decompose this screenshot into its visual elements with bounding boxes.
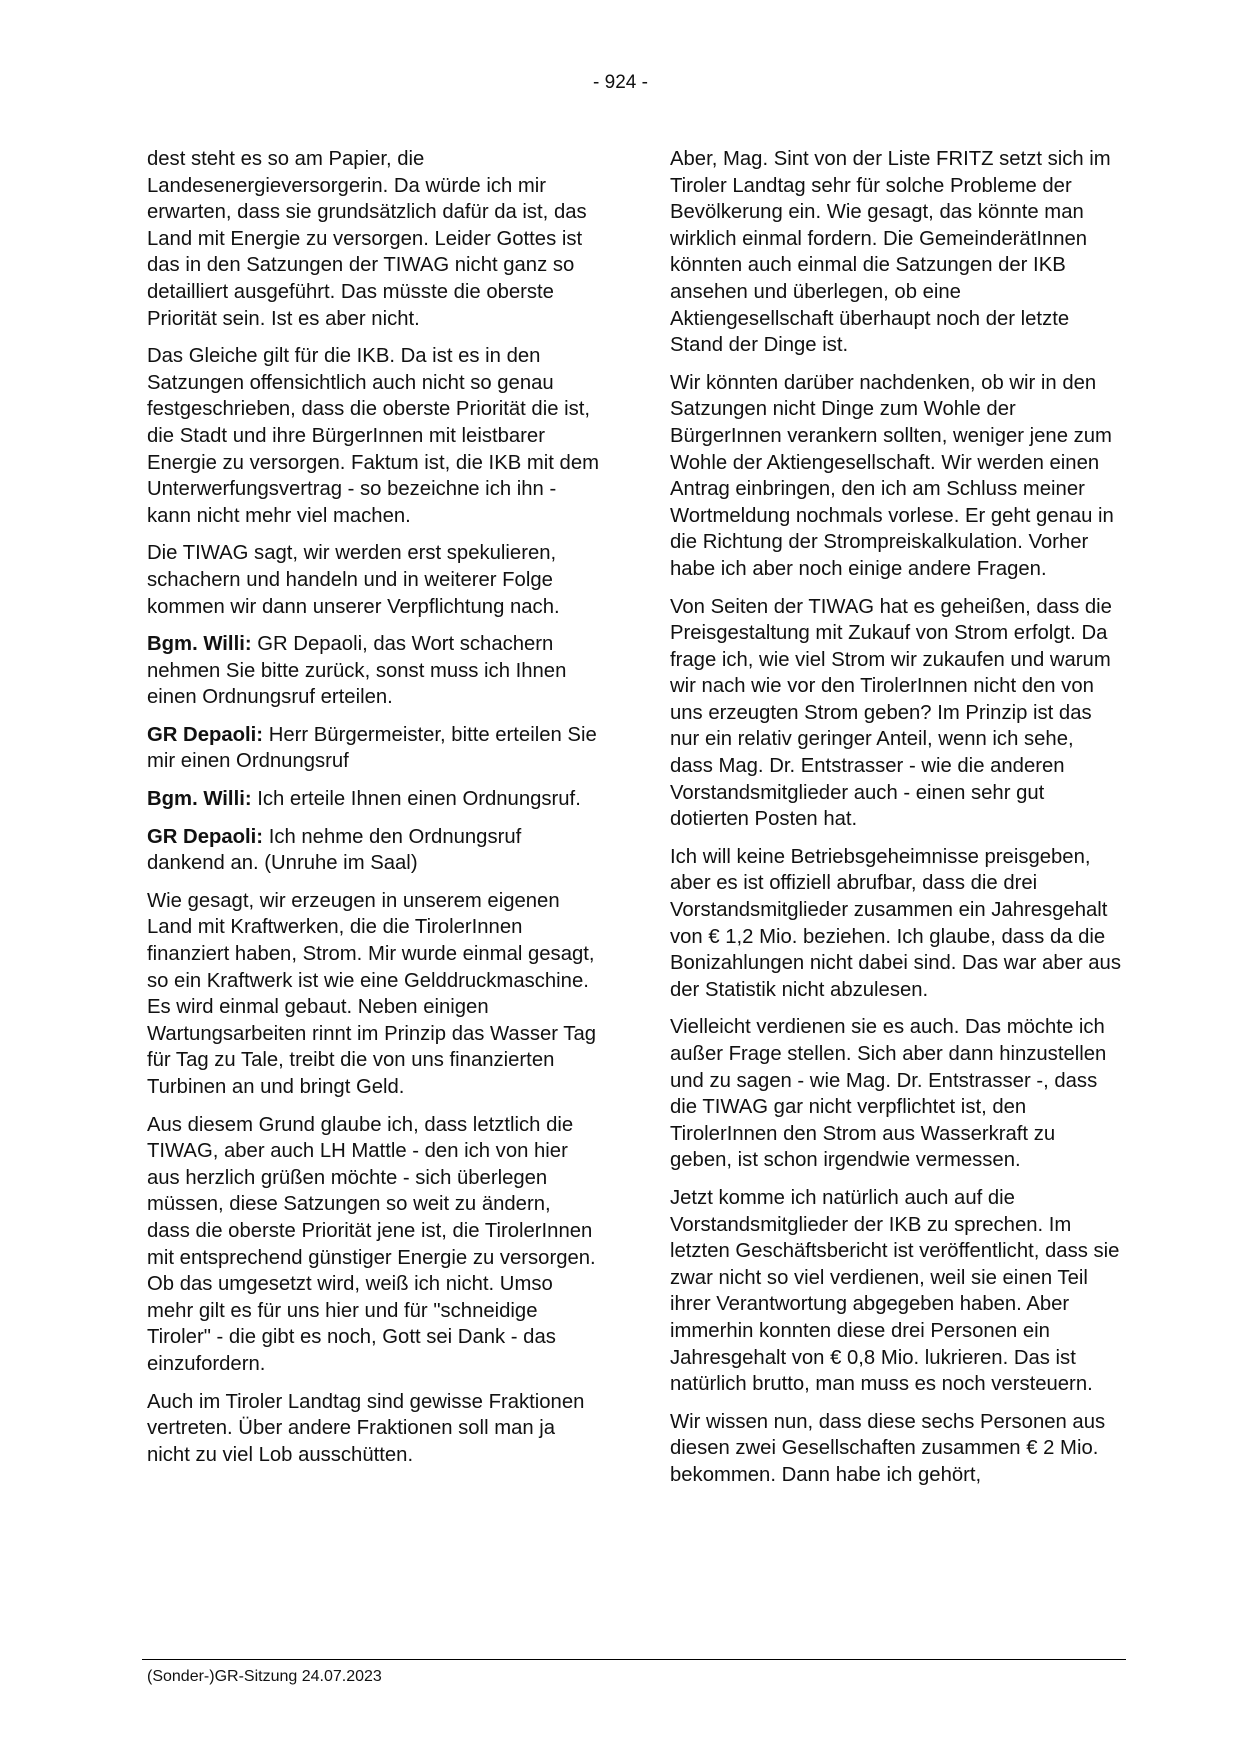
speech-text: Ich erteile Ihnen einen Ordnungsruf.: [251, 788, 581, 811]
paragraph: Auch im Tiroler Landtag sind gewisse Fraktionen vertreten. Über andere Fraktionen soll man ja nicht zu viel Lob ausschütten.: [147, 1390, 585, 1466]
paragraph: Aus diesem Grund glaube ich, dass letztlich die TIWAG, aber auch LH Mattle - den ich von hier aus herzlich grüßen möchte - sich überlegen müssen, diese Satzungen so weit zu ändern, dass die oberste Priorität jene ist, die TirolerInnen mit entsprechend günstiger Energie zu versorgen. Ob das umgesetzt wird, weiß ich nicht. Umso mehr gilt es für uns hier und für "schneidige Tiroler" - die gibt es noch, Gott sei Dank - das einzufordern.: [147, 1113, 596, 1375]
speech-text: Ich nehme den Ordnungsruf dankend an. (Unruhe im Saal): [147, 825, 522, 875]
paragraph: Von Seiten der TIWAG hat es geheißen, dass die Preisgestaltung mit Zukauf von Strom erfolgt. Da frage ich, wie viel Strom wir zukaufen und warum wir nach wie vor den TirolerInnen nicht den von uns erzeugten Strom geben? Im Prinzip ist das nur ein relativ geringer Anteil, wenn ich sehe, dass Mag. Dr. Entstrasser - wie die anderen Vorstandsmitglieder auch - einen sehr gut dotierten Posten hat.: [670, 595, 1112, 831]
speaker-name: Bgm. Willi:: [147, 788, 252, 811]
paragraph: Die TIWAG sagt, wir werden erst spekulieren, schachern und handeln und in weiterer Folge kommen wir dann unserer Verpflichtung nach.: [147, 542, 560, 618]
left-text-column: [147, 146, 599, 1479]
right-text-column: [670, 146, 1122, 1500]
paragraph: Vielleicht verdienen sie es auch. Das möchte ich außer Frage stellen. Sich aber dann hinzustellen und zu sagen - wie Mag. Dr. Entstrasser -, dass die TIWAG gar nicht verpflichtet ist, den TirolerInnen den Strom aus Wasserkraft zu geben, ist schon irgendwie vermessen.: [670, 1016, 1107, 1172]
paragraph: dest steht es so am Papier, die Landesenergieversorgerin. Da würde ich mir erwarten, dass sie grundsätzlich dafür da ist, das Land mit Energie zu versorgen. Leider Gottes ist das in den Satzungen der TIWAG nicht ganz so detailliert ausgeführt. Das müsste die oberste Priorität sein. Ist es aber nicht.: [147, 148, 587, 330]
footer-session-label: (Sonder-)GR-Sitzung 24.07.2023: [147, 1668, 382, 1685]
paragraph: Das Gleiche gilt für die IKB. Da ist es in den Satzungen offensichtlich auch nicht so genau festgeschrieben, dass die oberste Priorität die ist, die Stadt und ihre BürgerInnen mit leistbarer Energie zu versorgen. Faktum ist, die IKB mit dem Unterwerfungsvertrag - so bezeichne ich ihn - kann nicht mehr viel machen.: [147, 345, 600, 527]
paragraph: Jetzt komme ich natürlich auch auf die Vorstandsmitglieder der IKB zu sprechen. Im letzten Geschäftsbericht ist veröffentlicht, dass sie zwar nicht so viel verdienen, weil sie einen Teil ihrer Verantwortung abgegeben haben. Aber immerhin konnten diese drei Personen ein Jahresgehalt von € 0,8 Mio. lukrieren. Das ist natürlich brutto, man muss es noch versteuern.: [670, 1186, 1120, 1396]
speech-paragraph: [147, 824, 599, 877]
speech-paragraph: [147, 786, 599, 813]
paragraph: Ich will keine Betriebsgeheimnisse preisgeben, aber es ist offiziell abrufbar, dass die drei Vorstandsmitglieder zusammen ein Jahresgehalt von € 1,2 Mio. beziehen. Ich glaube, dass da die Bonizahlungen nicht dabei sind. Das war aber aus der Statistik nicht abzulesen.: [670, 845, 1121, 1001]
footer-divider: [142, 1659, 1126, 1660]
speaker-name: GR Depaoli:: [147, 825, 264, 848]
speech-paragraph: [147, 631, 599, 711]
speaker-name: GR Depaoli:: [147, 723, 264, 746]
paragraph: Wir wissen nun, dass diese sechs Personen aus diesen zwei Gesellschaften zusammen € 2 Mio. bekommen. Dann habe ich gehört,: [670, 1410, 1106, 1486]
paragraph: Wir könnten darüber nachdenken, ob wir in den Satzungen nicht Dinge zum Wohle der BürgerInnen verankern sollten, weniger jene zum Wohle der Aktiengesellschaft. Wir werden einen Antrag einbringen, den ich am Schluss meiner Wortmeldung nochmals vorlese. Er geht genau in die Richtung der Strompreiskalkulation. Vorher habe ich aber noch einige andere Fragen.: [670, 371, 1114, 580]
speech-paragraph: [147, 722, 599, 775]
page-number: - 924 -: [593, 72, 648, 93]
speech-text: GR Depaoli, das Wort schachern nehmen Sie bitte zurück, sonst muss ich Ihnen einen Ordnungsruf erteilen.: [147, 633, 567, 709]
paragraph: Wie gesagt, wir erzeugen in unserem eigenen Land mit Kraftwerken, die die TirolerInnen finanziert haben, Strom. Mir wurde einmal gesagt, so ein Kraftwerk ist wie eine Gelddruckmaschine. Es wird einmal gebaut. Neben einigen Wartungsarbeiten rinnt im Prinzip das Wasser Tag für Tag zu Tale, treibt die von uns finanzierten Turbinen an und bringt Geld.: [147, 889, 596, 1098]
speech-text: Herr Bürgermeister, bitte erteilen Sie mir einen Ordnungsruf: [147, 723, 597, 773]
speaker-name: Bgm. Willi:: [147, 633, 252, 656]
paragraph: Aber, Mag. Sint von der Liste FRITZ setzt sich im Tiroler Landtag sehr für solche Probleme der Bevölkerung ein. Wie gesagt, das könnte man wirklich einmal fordern. Die GemeinderätInnen könnten auch einmal die Satzungen der IKB ansehen und überlegen, ob eine Aktiengesellschaft überhaupt noch der letzte Stand der Dinge ist.: [670, 148, 1111, 357]
